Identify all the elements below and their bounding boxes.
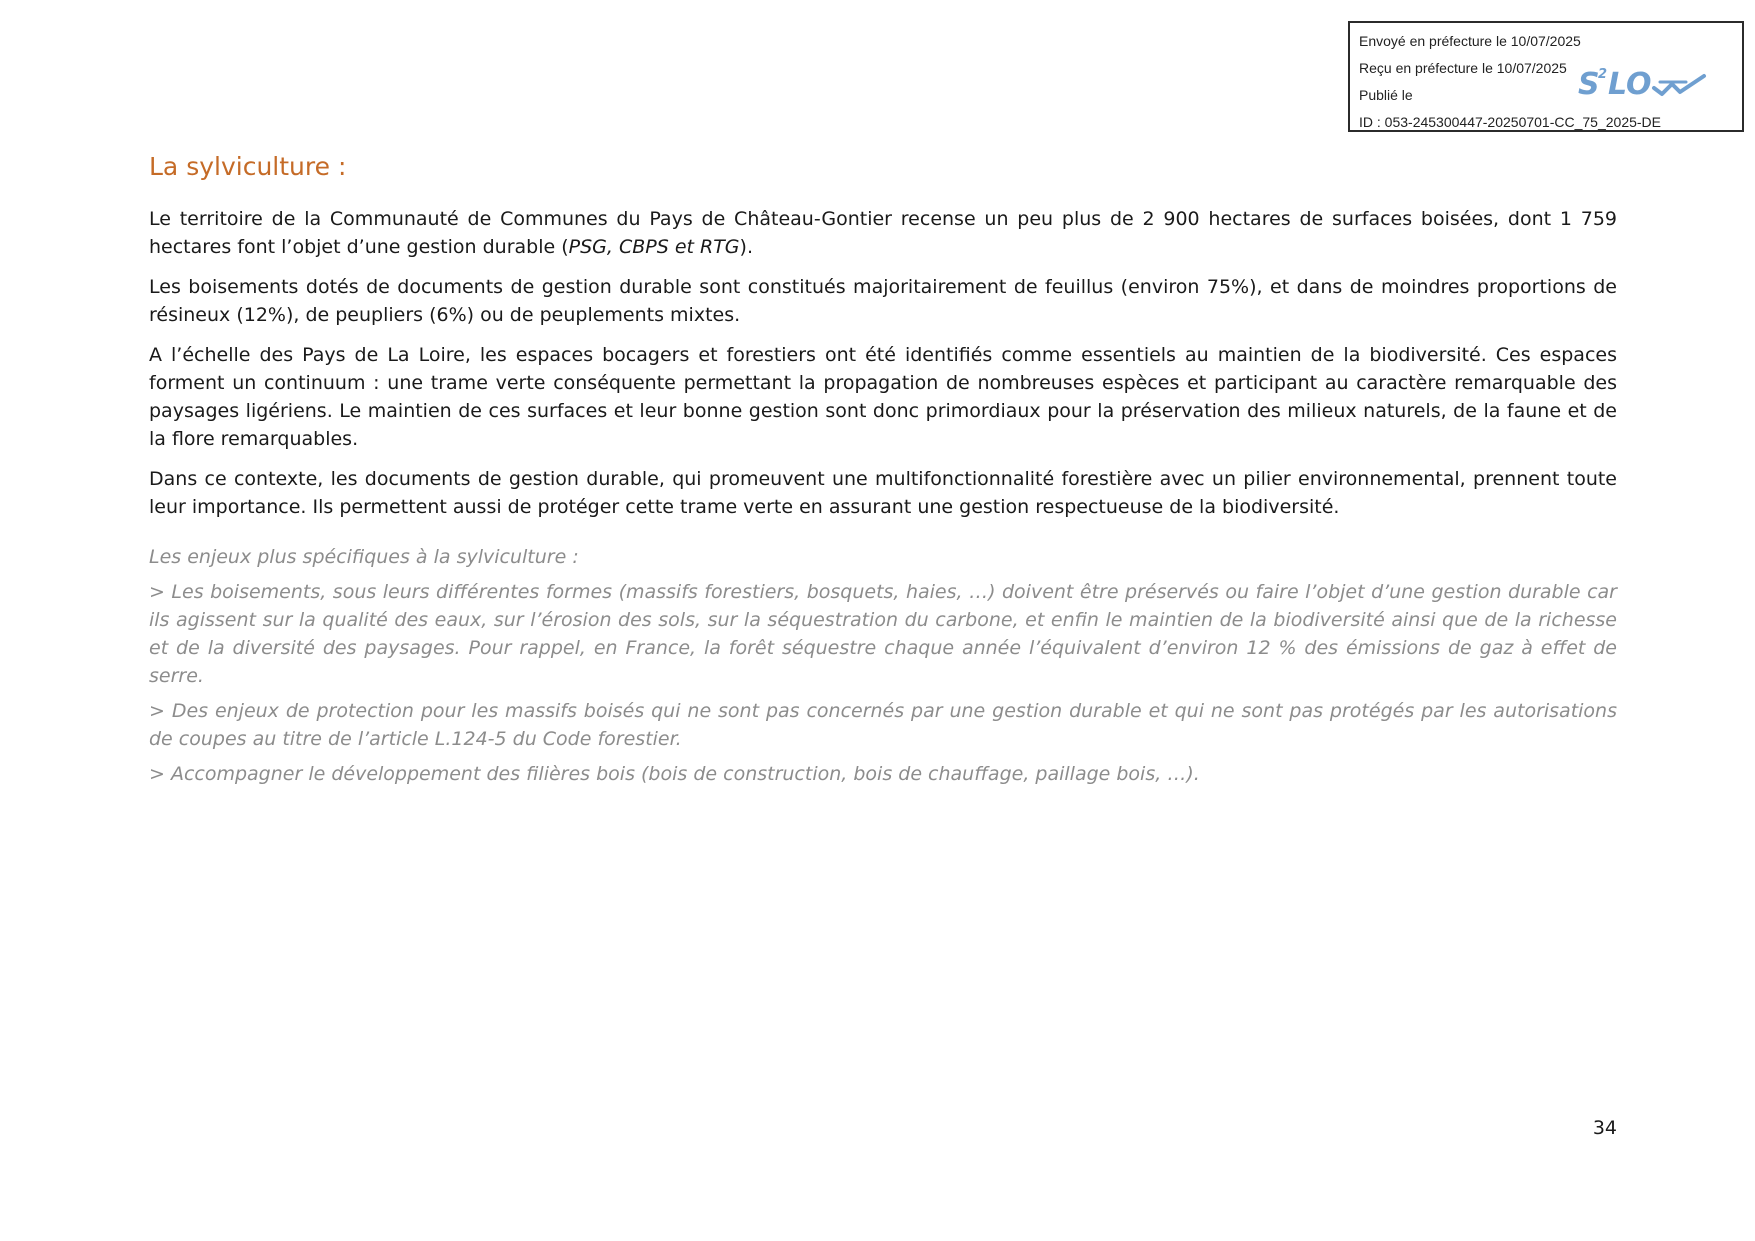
issues-block [149,543,1617,788]
svg-text:LO: LO [1608,67,1652,102]
management-docs-acronyms: PSG, CBPS et RTG [568,236,740,258]
svg-text:2: 2 [1598,67,1608,82]
issues-heading: Les enjeux plus spécifiques à la sylviculture : [149,546,579,568]
s2lo-logo [1576,62,1708,102]
paragraph-territory [149,205,1617,261]
stamp-received-date: Reçu en préfecture le 10/07/2025 [1359,60,1567,76]
section-title: La sylviculture : [149,152,347,181]
paragraph-biodiversity: A l’échelle des Pays de La Loire, les espaces bocagers et forestiers ont été identifiés comme essentiels au maintien de la biodiversité. Ces espaces forment un continuum : une trame verte conséquente permettant la propagation de nombreuses espèces et participant au caractère remarquable des paysages ligériens. Le maintien de ces surfaces et leur bonne gestion sont donc primordiaux pour la préservation des milieux naturels, de la faune et de la flore remarquables. [149,344,1617,450]
paragraph-territory-text: Le territoire de la Communauté de Communes du Pays de Château-Gontier recense un peu plus de 2 900 hectares de surfaces boisées, dont 1 759 hectares font l’objet d’une gestion durable ( [149,208,1617,258]
issue-item: > Accompagner le développement des filières bois (bois de construction, bois de chauffage, paillage bois, …). [149,763,1200,785]
svg-text:S: S [1578,67,1600,102]
stamp-published-label: Publié le [1359,87,1413,103]
stamp-sent-date: Envoyé en préfecture le 10/07/2025 [1359,33,1581,49]
paragraph-context: Dans ce contexte, les documents de gestion durable, qui promeuvent une multifonctionnalité forestière avec un pilier environnemental, prennent toute leur importance. Ils permettent aussi de protéger cette trame verte en assurant une gestion respectueuse de la biodiversité. [149,468,1617,518]
page-number: 34 [1592,1117,1617,1139]
stamp-id: ID : 053-245300447-20250701-CC_75_2025-DE [1359,114,1661,130]
prefecture-stamp [1348,21,1744,132]
paragraph-woodland-types: Les boisements dotés de documents de gestion durable sont constitués majoritairement de feuillus (environ 75%), et dans de moindres proportions de résineux (12%), de peupliers (6%) ou de peuplements mixtes. [149,276,1617,326]
paragraph-territory-end: ). [739,236,753,258]
page-content [149,145,1617,795]
issue-item: > Les boisements, sous leurs différentes formes (massifs forestiers, bosquets, haies, …) doivent être préservés ou faire l’objet d’une gestion durable car ils agissent sur la qualité des eaux, sur l’érosion des sols, sur la séquestration du carbone, et enfin le maintien de la biodiversité ainsi que de la richesse et de la diversité des paysages. Pour rappel, en France, la forêt séquestre chaque année l’équivalent d’environ 12 % des émissions de gaz à effet de serre. [149,581,1617,687]
issue-item: > Des enjeux de protection pour les massifs boisés qui ne sont pas concernés par une gestion durable et qui ne sont pas protégés par les autorisations de coupes au titre de l’article L.124-5 du Code forestier. [149,700,1617,750]
